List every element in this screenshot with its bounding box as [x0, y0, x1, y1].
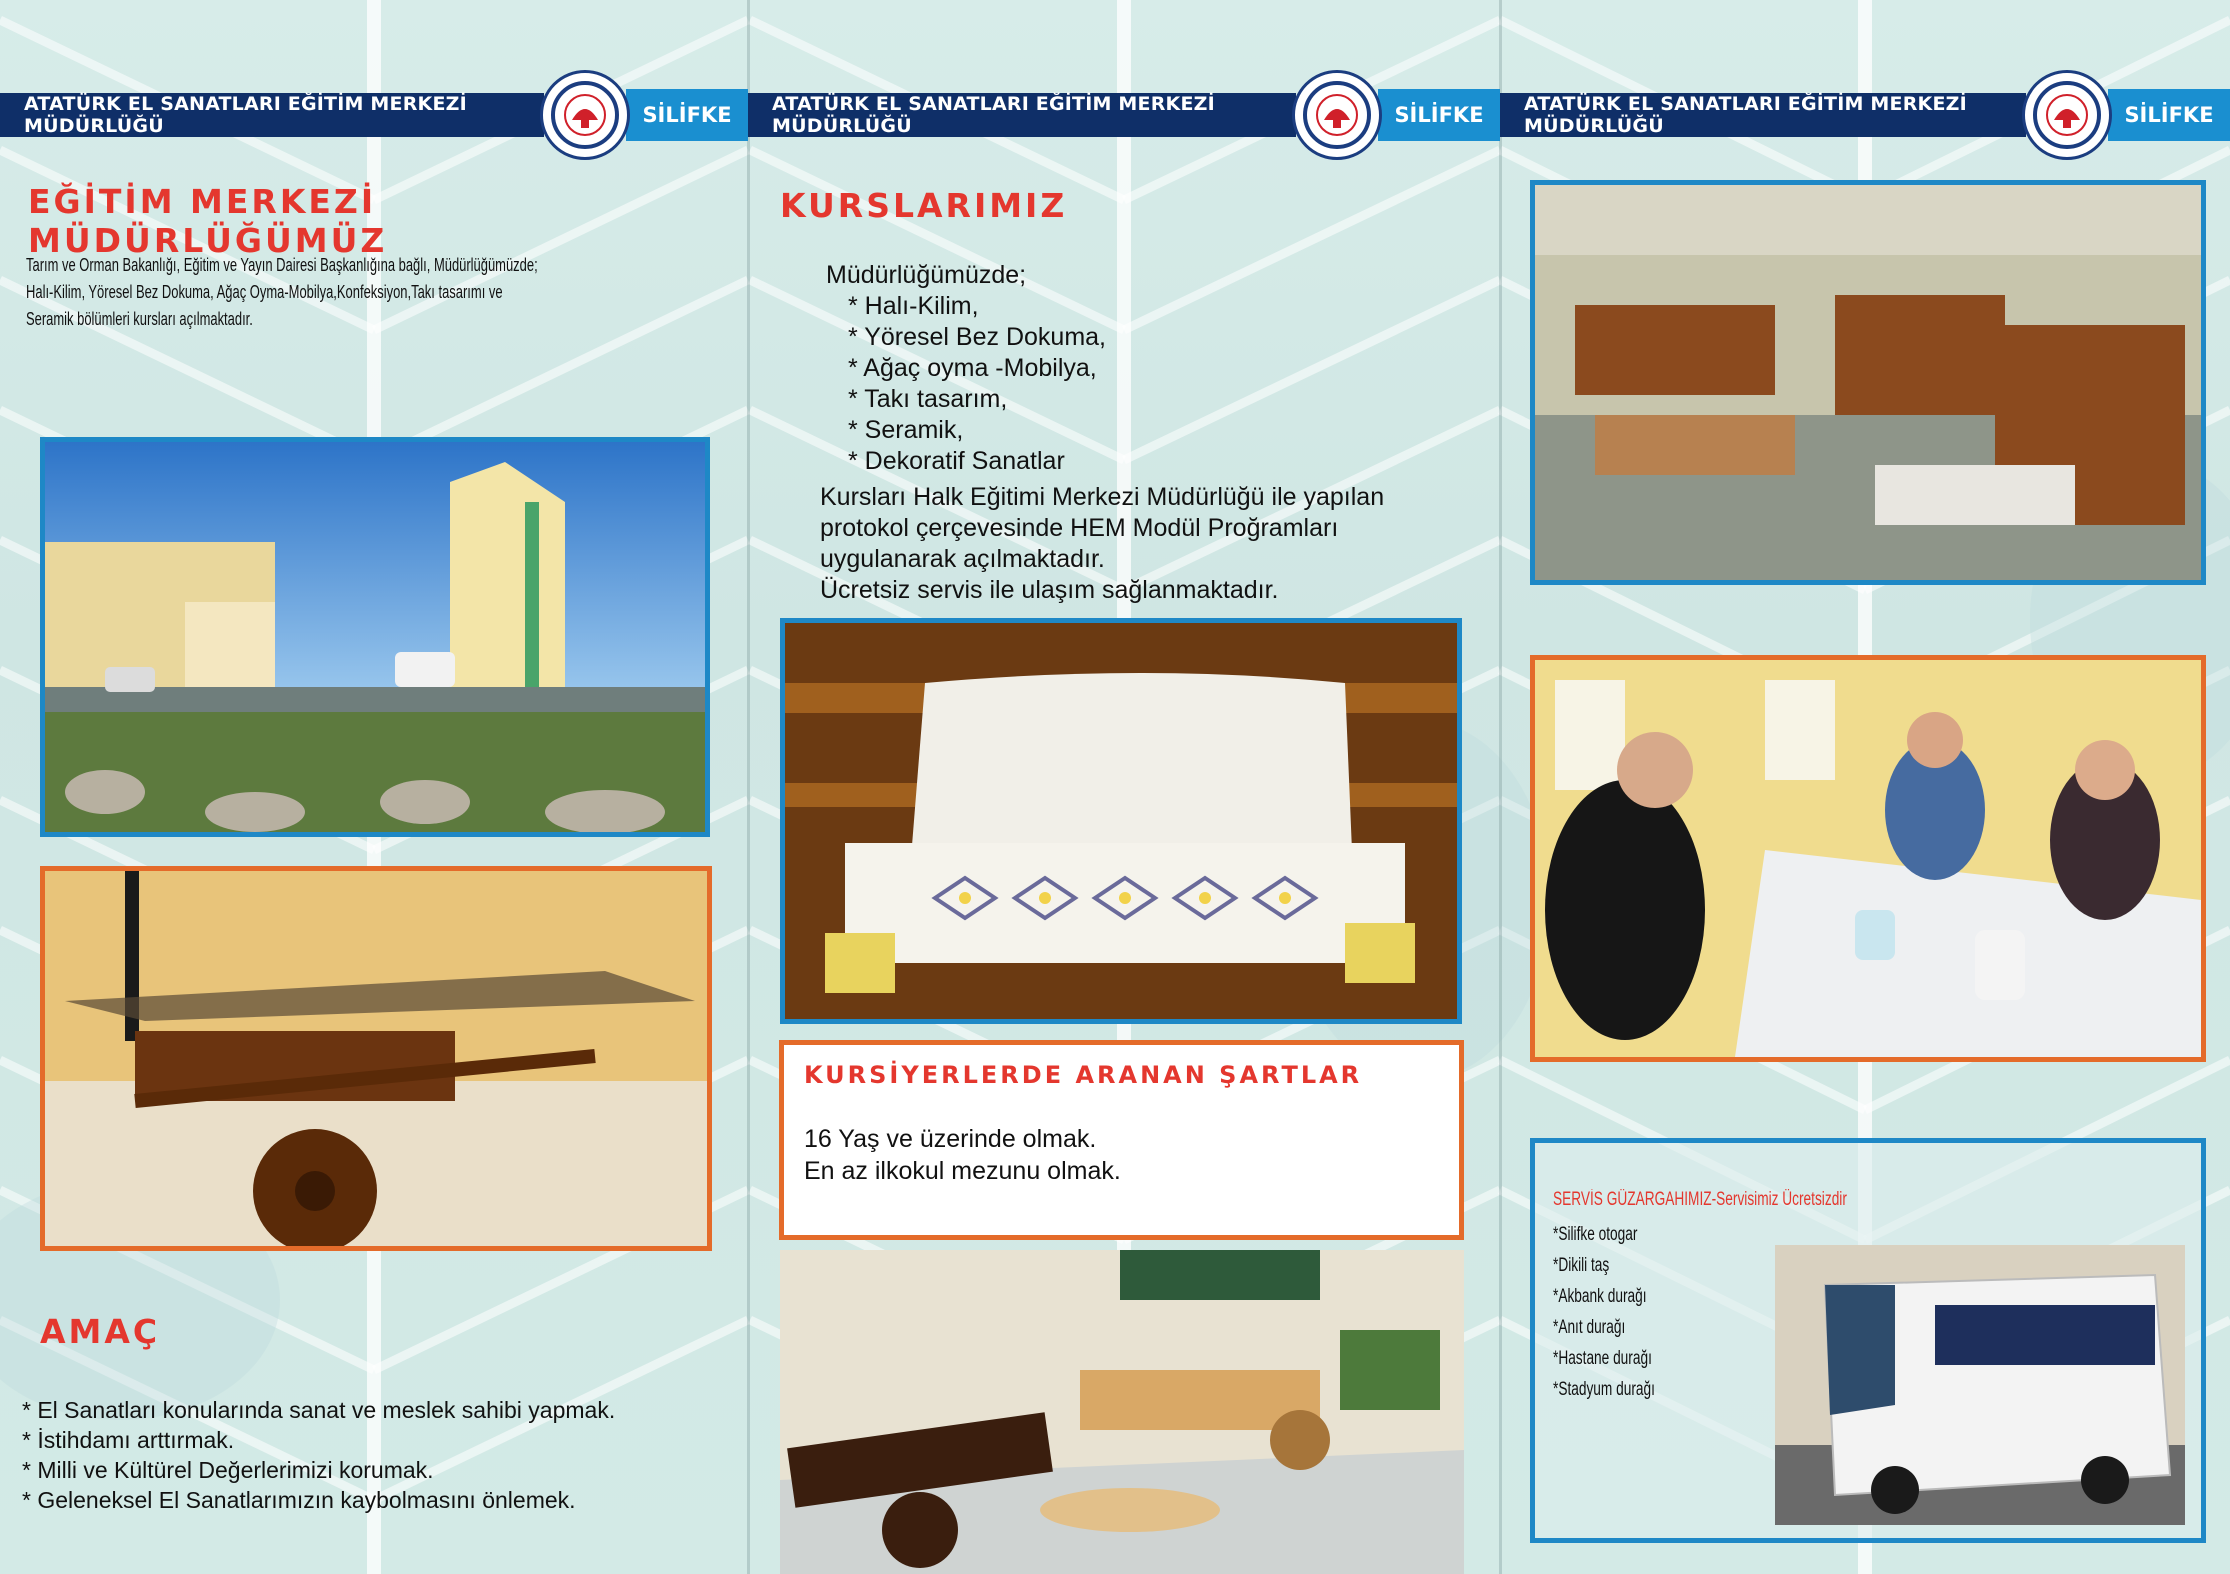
- building-photo: [40, 437, 710, 837]
- requirement-item: En az ilkokul mezunu olmak.: [804, 1157, 1121, 1185]
- panel-right: [1500, 0, 2230, 1574]
- header-title: ATATÜRK EL SANATLARI EĞİTİM MERKEZİ MÜDÜRLÜĞÜ: [748, 93, 1296, 137]
- panel-left: [0, 0, 748, 1574]
- ministry-seal-icon: [1292, 70, 1382, 160]
- body-line: uygulanarak açılmaktadır.: [820, 545, 1105, 573]
- requirements-list: [804, 1123, 1121, 1187]
- requirement-item: 16 Yaş ve üzerinde olmak.: [804, 1125, 1097, 1153]
- page-heading: EĞİTİM MERKEZİ MÜDÜRLÜĞÜMÜZ: [28, 182, 388, 260]
- ministry-seal-icon: [540, 70, 630, 160]
- service-heading: SERVİS GÜZARGAHIMIZ-Servisimiz Ücretsizdir: [1553, 1189, 1847, 1210]
- service-stops: [1553, 1219, 1655, 1405]
- furniture-photo: [780, 1250, 1464, 1574]
- aim-item: * Milli ve Kültürel Değerlerimizi korumak.: [22, 1457, 434, 1483]
- panel-middle: [748, 0, 1500, 1574]
- service-box: [1530, 1138, 2206, 1543]
- weaving-photo: [780, 618, 1462, 1024]
- cart-table-photo: [40, 866, 712, 1251]
- stop-item: *Hastane durağı: [1553, 1348, 1652, 1369]
- courses-heading: KURSLARIMIZ: [780, 186, 1068, 225]
- courses-list: [848, 291, 1106, 477]
- header-bar: [0, 78, 748, 152]
- header-title: ATATÜRK EL SANATLARI EĞİTİM MERKEZİ MÜDÜRLÜĞÜ: [1500, 93, 2026, 137]
- courses-intro: Müdürlüğümüzde;: [826, 261, 1027, 289]
- course-item: * Dekoratif Sanatlar: [848, 447, 1065, 475]
- ceramics-class-photo: [1530, 655, 2206, 1062]
- intro-line: Halı-Kilim, Yöresel Bez Dokuma, Ağaç Oyma-Mobilya,Konfeksiyon,Takı tasarımı ve: [26, 282, 503, 302]
- header-bar: [748, 78, 1500, 152]
- body-line: Kursları Halk Eğitimi Merkezi Müdürlüğü ile yapılan: [820, 483, 1385, 511]
- aims-list: [22, 1395, 615, 1515]
- aim-item: * İstihdamı arttırmak.: [22, 1427, 235, 1453]
- requirements-heading: KURSİYERLERDE ARANAN ŞARTLAR: [804, 1061, 1363, 1089]
- course-item: * Takı tasarım,: [848, 385, 1008, 413]
- stop-item: *Stadyum durağı: [1553, 1379, 1655, 1400]
- courses-body: [820, 482, 1384, 606]
- course-item: * Seramik,: [848, 416, 964, 444]
- stop-item: *Anıt durağı: [1553, 1317, 1626, 1338]
- stop-item: *Silifke otogar: [1553, 1224, 1638, 1245]
- body-line: protokol çerçevesinde HEM Modül Proğramları: [820, 514, 1339, 542]
- body-line: Ücretsiz servis ile ulaşım sağlanmaktadır.: [820, 576, 1279, 604]
- header-city: SİLİFKE: [1378, 89, 1500, 141]
- loom-workshop-photo: [1530, 180, 2206, 585]
- header-bar: [1500, 78, 2230, 152]
- aim-item: * Geleneksel El Sanatlarımızın kaybolmasını önlemek.: [22, 1487, 576, 1513]
- stop-item: *Dikili taş: [1553, 1255, 1610, 1276]
- aim-heading: AMAÇ: [40, 1312, 161, 1351]
- intro-text: [26, 252, 538, 333]
- intro-line: Tarım ve Orman Bakanlığı, Eğitim ve Yayın Dairesi Başkanlığına bağlı, Müdürlüğümüzde;: [26, 255, 538, 275]
- aim-item: * El Sanatları konularında sanat ve meslek sahibi yapmak.: [22, 1397, 616, 1423]
- header-title: ATATÜRK EL SANATLARI EĞİTİM MERKEZİ MÜDÜRLÜĞÜ: [0, 93, 544, 137]
- course-item: * Halı-Kilim,: [848, 292, 979, 320]
- intro-line: Seramik bölümleri kursları açılmaktadır.: [26, 309, 253, 329]
- bus-photo: [1775, 1245, 2185, 1525]
- ministry-seal-icon: [2022, 70, 2112, 160]
- stop-item: *Akbank durağı: [1553, 1286, 1647, 1307]
- header-city: SİLİFKE: [2108, 89, 2230, 141]
- header-city: SİLİFKE: [626, 89, 748, 141]
- course-item: * Ağaç oyma -Mobilya,: [848, 354, 1097, 382]
- requirements-box: [779, 1040, 1464, 1240]
- course-item: * Yöresel Bez Dokuma,: [848, 323, 1106, 351]
